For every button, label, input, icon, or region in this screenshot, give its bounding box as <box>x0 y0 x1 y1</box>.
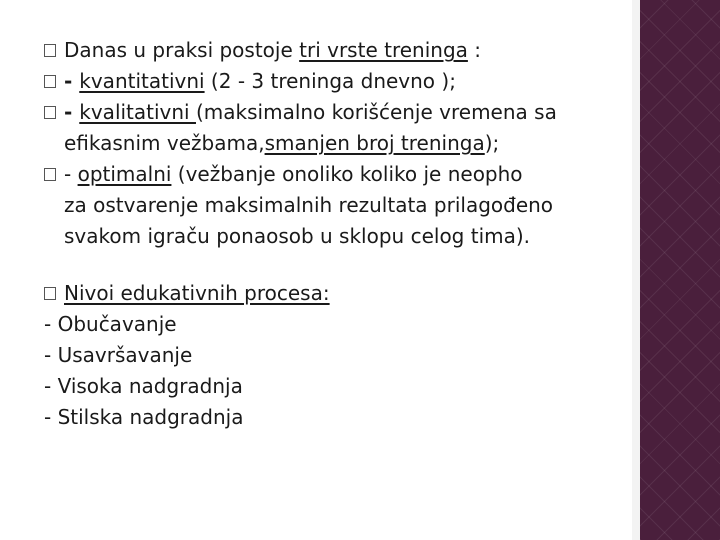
bullet-quantitative <box>44 66 614 97</box>
text: efikasnim vežbama, <box>64 131 265 155</box>
underlined-text: smanjen broj treninga <box>264 131 485 155</box>
underlined-text: optimalni <box>77 162 172 186</box>
bullet-optimal-continued: za ostvarenje maksimalnih rezultata prilagođeno <box>64 193 554 217</box>
list-item: - Obučavanje <box>44 312 177 336</box>
underlined-text: kvalitativni <box>79 100 196 124</box>
text: (2 - 3 treninga dnevno ); <box>204 69 456 93</box>
text: (vežbanje onoliko koliko je neopho <box>171 162 523 186</box>
list-item: - Stilska nadgradnja <box>44 405 244 429</box>
checkbox-bullet-icon <box>44 106 56 119</box>
list-item: - Usavršavanje <box>44 343 193 367</box>
underlined-text: tri vrste treninga <box>299 38 468 62</box>
text: - <box>64 100 80 124</box>
section-heading: Nivoi edukativnih procesa: <box>64 281 330 305</box>
bullet-optimal <box>44 159 614 190</box>
bullet-training-types <box>44 35 614 66</box>
checkbox-bullet-icon <box>44 44 56 57</box>
text: Danas u praksi postoje <box>64 38 300 62</box>
underlined-text: kvantitativni <box>79 69 205 93</box>
bullet-education-levels <box>44 278 614 309</box>
text: (maksimalno korišćenje vremena sa <box>195 100 557 124</box>
checkbox-bullet-icon <box>44 287 56 300</box>
decorative-side-panel <box>640 0 720 540</box>
text: ); <box>484 131 500 155</box>
text: - <box>64 162 78 186</box>
slide-content <box>44 35 614 433</box>
spacer <box>44 252 614 278</box>
list-item: - Visoka nadgradnja <box>44 374 243 398</box>
bullet-optimal-continued: svakom igraču ponaosob u sklopu celog tima). <box>64 224 531 248</box>
bullet-qualitative <box>44 97 614 128</box>
bullet-qualitative-continued <box>44 128 614 159</box>
panel-divider <box>632 0 640 540</box>
text: : <box>467 38 481 62</box>
checkbox-bullet-icon <box>44 168 56 181</box>
text: - <box>64 69 80 93</box>
checkbox-bullet-icon <box>44 75 56 88</box>
